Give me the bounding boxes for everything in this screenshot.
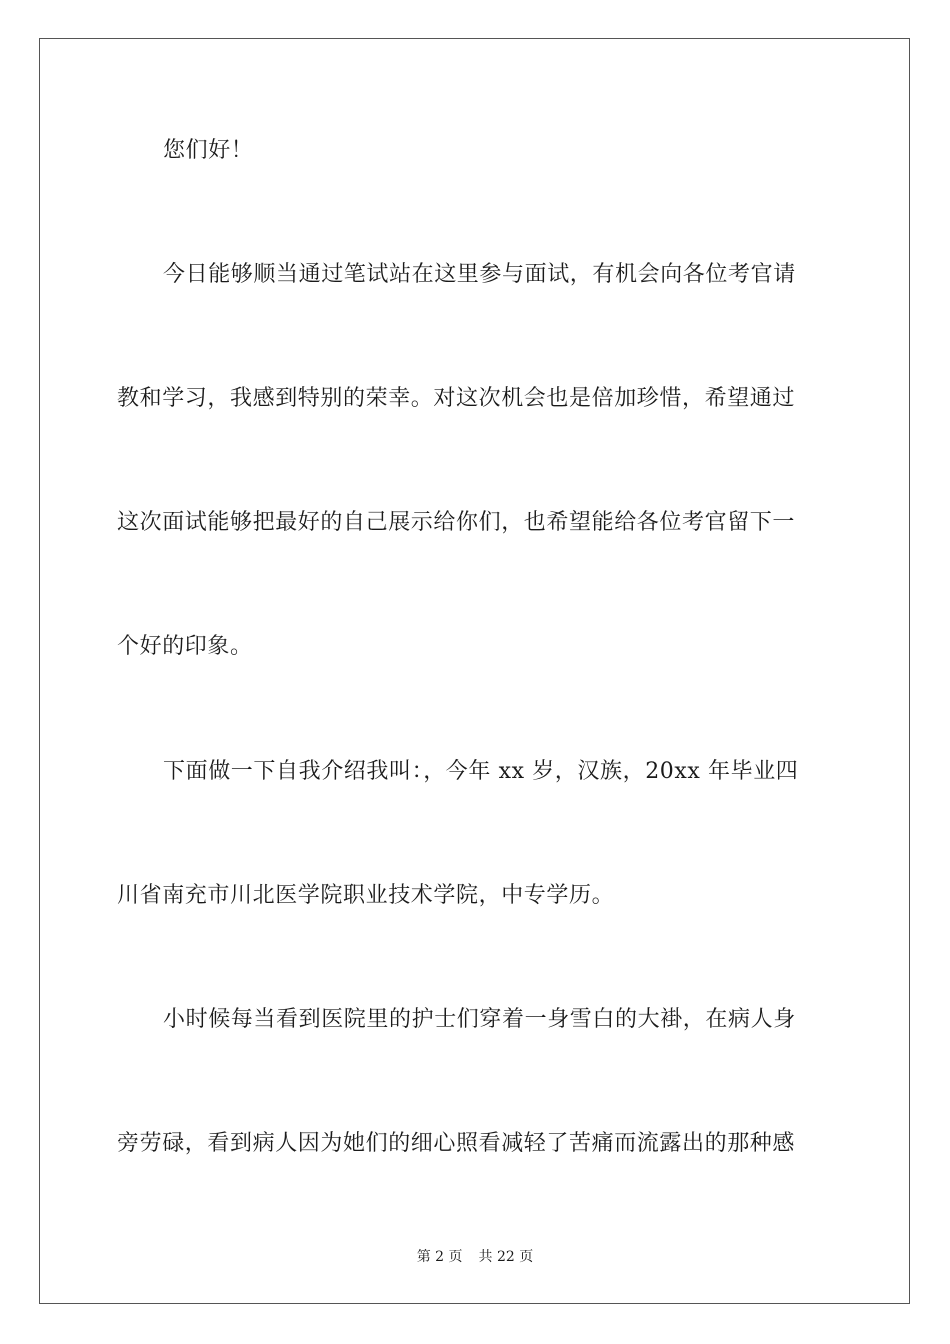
paragraph-3-line-2: 旁劳碌，看到病人因为她们的细心照看减轻了苦痛而流露出的那种感 — [117, 1131, 796, 1156]
paragraph-3-line-1: 小时候每当看到医院里的护士们穿着一身雪白的大褂，在病人身 — [163, 1007, 796, 1032]
page-footer — [0, 1248, 950, 1266]
paragraph-1-line-2: 教和学习，我感到特别的荣幸。对这次机会也是倍加珍惜，希望通过 — [117, 386, 796, 411]
paragraph-1-line-4: 个好的印象。 — [117, 634, 253, 659]
greeting-line: 您们好！ — [163, 138, 254, 163]
paragraph-2-line-1: 下面做一下自我介绍我叫：，今年 xx 岁，汉族，20xx 年毕业四 — [163, 759, 799, 784]
paragraph-2-line-2: 川省南充市川北医学院职业技术学院，中专学历。 — [117, 883, 615, 908]
page-frame — [39, 38, 910, 1304]
page-number: 第 2 页 — [416, 1249, 463, 1265]
paragraph-1-line-3: 这次面试能够把最好的自己展示给你们，也希望能给各位考官留下一 — [117, 510, 796, 535]
page-total: 共 22 页 — [478, 1249, 534, 1265]
paragraph-1-line-1: 今日能够顺当通过笔试站在这里参与面试，有机会向各位考官请 — [163, 262, 796, 287]
